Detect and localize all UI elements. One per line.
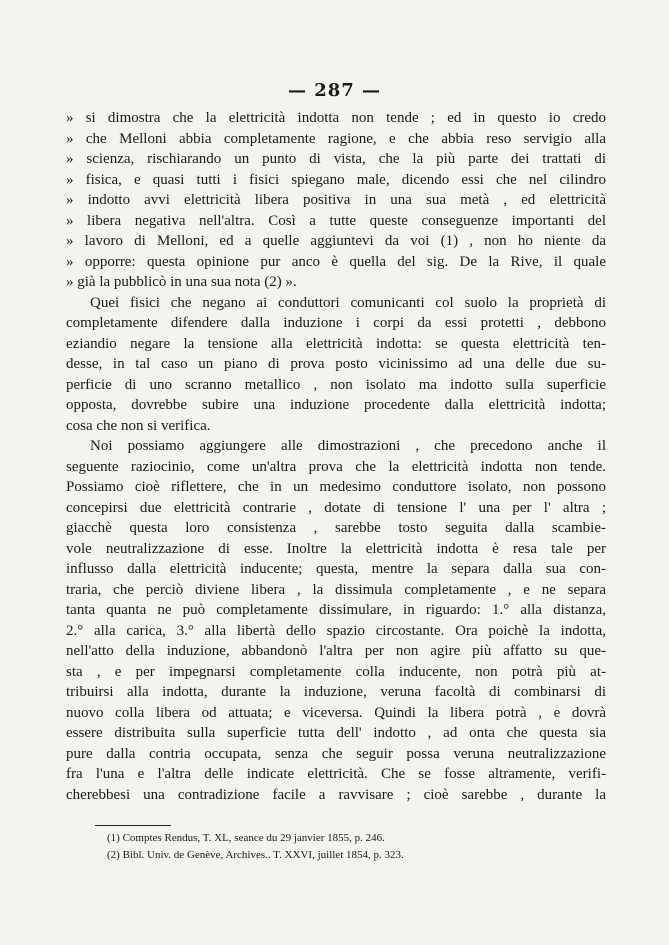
body-text bbox=[66, 108, 606, 805]
text-line: » indotto avvi elettricità libera positiva in una sua metà , ed elettricità bbox=[66, 192, 606, 208]
text-line: 2.° alla carica, 3.° alla libertà dello spazio circostante. Ora poichè la indotta, bbox=[66, 622, 606, 639]
text-line: Noi possiamo aggiungere alle dimostrazioni , che precedono anche il bbox=[90, 438, 606, 454]
text-line: eziandio negare la tensione alla elettricità indotta: se questa elettricità ten- bbox=[66, 335, 606, 352]
text-line: » opporre: questa opinione pur anco è quella del sig. De la Rive, il quale bbox=[66, 253, 606, 270]
text-line: completamente difendere dalla induzione i corpi da essi protetti , debbono bbox=[66, 315, 606, 331]
text-line: fra l'una e l'altra delle indicate elettricità. Che se fosse altramente, verifi- bbox=[66, 766, 606, 782]
text-line: essere distribuita sulla superficie tutta dell' indotto , ad onta che questa sia bbox=[66, 725, 606, 741]
text-line: tanta quanta ne può completamente dissimulare, in riguardo: 1.° alla distanza, bbox=[66, 602, 606, 618]
text-line: » lavoro di Melloni, ed a quelle aggiuntevi da voi (1) , non ho niente da bbox=[66, 233, 606, 249]
text-line: opposta, dovrebbe subire una induzione procedente dalla elettricità indotta; bbox=[66, 397, 606, 413]
text-line: seguente raziocinio, come un'altra prova che la elettricità indotta non tende. bbox=[66, 458, 606, 475]
text-line: tribuirsi alla indotta, durante la induzione, veruna facoltà di combinarsi di bbox=[66, 684, 606, 700]
text-line: » fisica, e quasi tutti i fisici spiegano male, dicendo essi che nel cilindro bbox=[66, 171, 606, 188]
text-line: cherebbesi una contradizione facile a ravvisare ; cioè sarebbe , durante la bbox=[66, 786, 606, 803]
footnote-2: (2) Bibl. Univ. de Genève, Archives.. T. XXVI, juillet 1854, p. 323. bbox=[107, 849, 404, 861]
text-line: traria, che perciò diviene libera , la dissimula completamente , e ne separa bbox=[66, 581, 606, 598]
text-line: perficie di uno scranno metallico , non isolato ma indotto sulla superficie bbox=[66, 376, 606, 393]
text-line: Quei fisici che negano ai conduttori comunicanti col suolo la proprietà di bbox=[90, 294, 606, 311]
text-line: cosa che non si verifica. bbox=[66, 417, 211, 434]
text-line: influsso dalla elettricità inducente; questa, mentre la separa dalla sua con- bbox=[66, 561, 606, 577]
text-line: » scienza, rischiarando un punto di vista, che la più parte dei trattati di bbox=[66, 151, 606, 167]
footnotes bbox=[107, 830, 587, 864]
text-line: » già la pubblicò in una sua nota (2) ». bbox=[66, 274, 297, 290]
text-line: » che Melloni abbia completamente ragione, e che abbia reso servigio alla bbox=[66, 130, 606, 147]
footnote-divider bbox=[95, 825, 171, 826]
footnote-1: (1) Comptes Rendus, T. XL, seance du 29 janvier 1855, p. 246. bbox=[107, 832, 385, 844]
page-number: — 287 — bbox=[287, 80, 382, 101]
text-line: desse, in tal caso un piano di prova posto vicinissimo ad una delle due su- bbox=[66, 356, 606, 372]
text-line: Possiamo cioè riflettere, che in un medesimo conduttore isolato, non possono bbox=[66, 479, 606, 495]
text-line: nuovo colla libera od attuata; e viceversa. Quindi la libera potrà , e dovrà bbox=[66, 704, 606, 721]
text-line: pure dalla contria occupata, senza che seguir possa veruna neutralizzazione bbox=[66, 745, 606, 762]
text-line: giacchè questa loro consistenza , sarebbe tosto seguita dalla scambie- bbox=[66, 520, 606, 536]
text-line: nell'atto della induzione, abbandonò l'altra per non agire più affatto su que- bbox=[66, 643, 606, 659]
text-line: concepirsi due elettricità contrarie , dotate di tensione l' una per l' altra ; bbox=[66, 499, 606, 516]
text-line: » libera negativa nell'altra. Così a tutte queste conseguenze importanti del bbox=[66, 212, 606, 229]
text-line: sta , e per impegnarsi completamente colla inducente, non potrà più at- bbox=[66, 663, 606, 680]
text-line: » si dimostra che la elettricità indotta non tende ; ed in questo io credo bbox=[66, 110, 606, 126]
text-line: vole neutralizzazione di esse. Inoltre la elettricità indotta è resa tale per bbox=[66, 540, 606, 557]
